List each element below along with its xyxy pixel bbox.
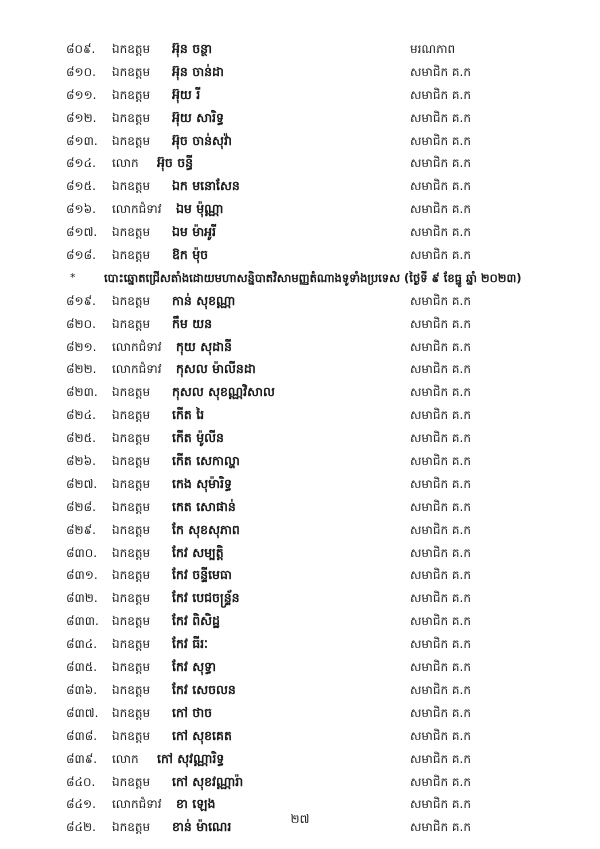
entry-title: ឯកឧត្តម (112, 705, 151, 720)
entry-name: កាន់ សុខណ្ណា (172, 292, 236, 308)
entry-title: ឯកឧត្តម (112, 87, 151, 102)
entry-number: ៨១១. (66, 87, 97, 102)
entry-title: ឯកឧត្តម (112, 454, 151, 469)
entry-name: កើត រៃ (172, 407, 205, 423)
entry-name: កើត សេកាល្ហា (172, 453, 240, 469)
entry-title: ឯកឧត្តម (112, 64, 151, 79)
entry-title: ឯកឧត្តម (112, 110, 151, 125)
entry-role: សមាជិក គ.ក (410, 293, 471, 308)
list-item (0, 336, 600, 359)
note-bullet: * (70, 270, 76, 284)
entry-title: ឯកឧត្តម (112, 408, 151, 423)
entry-name: កែវ ធីរៈ (172, 636, 208, 652)
entry-number: ៨៣១. (66, 568, 98, 583)
entry-role: សមាជិក គ.ក (410, 133, 471, 148)
entry-number: ៨៤២. (66, 820, 96, 835)
list-item (0, 748, 600, 771)
list-item (0, 313, 600, 336)
entry-number: ៨២១. (66, 339, 97, 354)
entry-name: កៅ សុខវណ្ណារ៉ា (172, 773, 244, 789)
entry-role: សមាជិក គ.ក (410, 362, 471, 377)
entry-name: កុសល សុខណ្ណវិសាល (172, 384, 275, 400)
entry-number: ៨២៧. (66, 476, 98, 491)
entry-role: សមាជិក គ.ក (410, 797, 471, 812)
entry-number: ៨១៧. (66, 225, 98, 240)
entry-role: សមាជិក គ.ក (410, 431, 471, 446)
list-item (0, 152, 600, 175)
entry-role: សមាជិក គ.ក (410, 87, 471, 102)
entry-title: ឯកឧត្តម (112, 133, 151, 148)
entry-name: អ៊ុច ចន្ធី (157, 155, 194, 171)
entry-name: កែ សុខសុភាព (172, 521, 240, 537)
list-item (0, 290, 600, 313)
entry-name: កែវ សេចលន (172, 681, 236, 697)
entry-title: ឯកឧត្តម (112, 476, 151, 491)
entry-title: លោក (112, 751, 139, 766)
entry-number: ៨២៩. (66, 522, 96, 537)
entry-name: អ៊ុយ សារិទ្ធ (172, 109, 224, 125)
entry-number: ៨១៣. (66, 133, 98, 148)
entry-title: ឯកឧត្តម (112, 179, 151, 194)
entry-title: ឯកឧត្តម (112, 316, 151, 331)
list-item (0, 564, 600, 587)
entry-name: ឯក មនោសែន (172, 178, 240, 194)
entry-number: ៨១២. (66, 110, 97, 125)
entry-name: កឹម យន (172, 315, 213, 331)
entry-role: សមាជិក គ.ក (410, 454, 471, 469)
entry-title: ឯកឧត្តម (112, 385, 151, 400)
entry-name: កុយ សុដានី (176, 338, 232, 354)
entry-role: សមាជិក គ.ក (410, 179, 471, 194)
list-item (0, 198, 600, 221)
entry-role: សមាជិក គ.ក (410, 64, 471, 79)
entry-role: សមាជិក គ.ក (410, 614, 471, 629)
entry-role: សមាជិក គ.ក (410, 385, 471, 400)
entry-role: សមាជិក គ.ក (410, 751, 471, 766)
entry-number: ៨៣៩. (66, 751, 98, 766)
list-item (0, 175, 600, 198)
entry-number: ៨៣៣. (66, 614, 99, 629)
entry-role: សមាជិក គ.ក (410, 820, 471, 835)
entry-role: សមាជិក គ.ក (410, 637, 471, 652)
list-item (0, 519, 600, 542)
entry-name: ខាន់ ម៉ាណេរ (172, 819, 232, 835)
entry-number: ៨១៨. (66, 248, 96, 263)
list-item (0, 427, 600, 450)
entry-title: ឯកឧត្តម (112, 682, 151, 697)
entry-title: ឯកឧត្តម (112, 499, 151, 514)
entry-role: សមាជិក គ.ក (410, 568, 471, 583)
entry-number: ៨១៦. (66, 202, 96, 217)
entry-number: ៨១៩. (66, 293, 96, 308)
entry-role: សមាជិក គ.ក (410, 682, 471, 697)
entry-number: ៨២២. (66, 362, 97, 377)
entry-name: ឯម ម៉ុណ្ណា (176, 201, 224, 217)
page-number: ២៧ (290, 812, 310, 826)
list-item (0, 610, 600, 633)
list-item (0, 542, 600, 565)
entry-title: ឯកឧត្តម (112, 591, 151, 606)
entry-name: កៅ សុខគេត (172, 727, 232, 743)
entry-number: ៨៣៦. (66, 682, 98, 697)
entry-title: ឯកឧត្តម (112, 545, 151, 560)
entry-name: កេង សុម៉ារិទ្ធ (172, 475, 232, 491)
entry-role: សមាជិក គ.ក (410, 660, 471, 675)
entry-number: ៨២៥. (66, 431, 96, 446)
entry-name: កែវ សម្បត្តិ (172, 544, 224, 560)
list-item (0, 358, 600, 381)
entry-title: លោកជំទាវ (112, 797, 162, 812)
entry-number: ៨២៤. (66, 408, 96, 423)
entry-title: ឯកឧត្តម (112, 225, 151, 240)
entry-number: ៨២៣. (66, 385, 98, 400)
entry-title: ឯកឧត្តម (112, 293, 151, 308)
entry-title: ឯកឧត្តម (112, 431, 151, 446)
entry-title: ឯកឧត្តម (112, 637, 151, 652)
list-item (0, 496, 600, 519)
list-item (0, 702, 600, 725)
entry-role: សមាជិក គ.ក (410, 248, 471, 263)
list-item (0, 450, 600, 473)
list-item (0, 725, 600, 748)
entry-number: ៨០៩. (66, 42, 96, 56)
entry-name: អ៊ុយ រី (172, 86, 201, 102)
entry-name: កែវ បេជចន្ទ្រ័ន (172, 590, 240, 606)
entry-name: អ៊ុន ចាន់ដា (172, 63, 224, 79)
entry-role: សមាជិក គ.ក (410, 705, 471, 720)
list-item (0, 404, 600, 427)
entry-role: សមាជិក គ.ក (410, 110, 471, 125)
entry-number: ៨៣០. (66, 545, 98, 560)
entry-name: អ៊ុច ចាន់សុវ៉ា (172, 132, 232, 148)
entry-role: សមាជិក គ.ក (410, 156, 471, 171)
entry-name: ឯម ម៉ាអូរី (172, 224, 217, 240)
entry-role: សមាជិក គ.ក (410, 522, 471, 537)
entry-role: មរណភាព (410, 42, 456, 56)
list-item (0, 221, 600, 244)
entry-name: កែវ សុទ្ធា (172, 659, 217, 675)
entry-title: ឯកឧត្តម (112, 728, 151, 743)
entry-title: ឯកឧត្តម (112, 614, 151, 629)
entry-role: សមាជិក គ.ក (410, 499, 471, 514)
entry-title: លោកជំទាវ (112, 362, 162, 377)
entry-number: ៨៣៨. (66, 728, 98, 743)
entry-name: កៅ ថាច (172, 704, 213, 720)
entry-role: សមាជិក គ.ក (410, 339, 471, 354)
entry-title: ឯកឧត្តម (112, 774, 151, 789)
entry-title: លោកជំទាវ (112, 202, 162, 217)
list-item (0, 84, 600, 107)
list-item (0, 473, 600, 496)
list-item (0, 771, 600, 794)
entry-number: ៨៣៤. (66, 637, 98, 652)
entry-name: កែវ ចន្ទីមេធា (172, 567, 232, 583)
entry-number: ៨១០. (66, 64, 96, 79)
entry-title: ឯកឧត្តម (112, 568, 151, 583)
entry-number: ៨២០. (66, 316, 96, 331)
entry-role: សមាជិក គ.ក (410, 728, 471, 743)
list-item (0, 244, 600, 267)
entry-title: ឯកឧត្តម (112, 248, 151, 263)
entry-number: ៨២៦. (66, 454, 96, 469)
entry-role: សមាជិក គ.ក (410, 408, 471, 423)
entry-number: ៨៣៥. (66, 660, 98, 675)
list-item (0, 381, 600, 404)
list-item (0, 107, 600, 130)
entry-role: សមាជិក គ.ក (410, 316, 471, 331)
entry-name: ខា ឡេង (176, 796, 216, 812)
entry-number: ៨២៨. (66, 499, 96, 514)
list-item (0, 656, 600, 679)
entry-number: ៨៣៧. (66, 705, 99, 720)
entry-name: កៅ សុវណ្ណារិទ្ធ (157, 750, 225, 766)
entry-title: ឯកឧត្តម (112, 820, 151, 835)
entry-number: ៨១៤. (66, 156, 96, 171)
entry-role: សមាជិក គ.ក (410, 591, 471, 606)
entry-role: សមាជិក គ.ក (410, 545, 471, 560)
list-item (0, 679, 600, 702)
entry-role: សមាជិក គ.ក (410, 225, 471, 240)
entry-title: លោក (112, 156, 139, 171)
list-item (0, 633, 600, 656)
entry-name: កែវ ពិសិដ្ឋ (172, 613, 220, 629)
entry-name: កុសល ម៉ាលីនដា (176, 361, 256, 377)
entry-number: ៨៤០. (66, 774, 96, 789)
entry-role: សមាជិក គ.ក (410, 774, 471, 789)
entry-number: ៨៣២. (66, 591, 98, 606)
list-item (0, 61, 600, 84)
election-note: បោះឆ្នោតជ្រើសតាំងដោយមហាសន្និបាតវិសាមញ្ញតំណាងទូទាំងប្រទេស (ថ្ងៃទី ៩ ខែធ្នូ ឆ្នាំ ២០២៣) (104, 270, 522, 285)
entry-role: សមាជិក គ.ក (410, 476, 471, 491)
list-item (0, 38, 600, 61)
list-item (0, 130, 600, 153)
entry-title: លោកជំទាវ (112, 339, 162, 354)
entry-number: ៨៤១. (66, 797, 96, 812)
election-note-row (0, 267, 600, 290)
entry-name: ឱក ម៉ុច (172, 247, 209, 263)
member-list (0, 38, 600, 839)
entry-role: សមាជិក គ.ក (410, 202, 471, 217)
list-item (0, 587, 600, 610)
entry-title: ឯកឧត្តម (112, 660, 151, 675)
entry-name: កេត សោផាន់ (172, 498, 236, 514)
entry-title: ឯកឧត្តម (112, 42, 151, 56)
entry-name: អ៊ុន ចន្ថា (172, 41, 213, 56)
entry-number: ៨១៥. (66, 179, 96, 194)
entry-name: កើត ម៉ូលីន (172, 430, 224, 446)
entry-title: ឯកឧត្តម (112, 522, 151, 537)
